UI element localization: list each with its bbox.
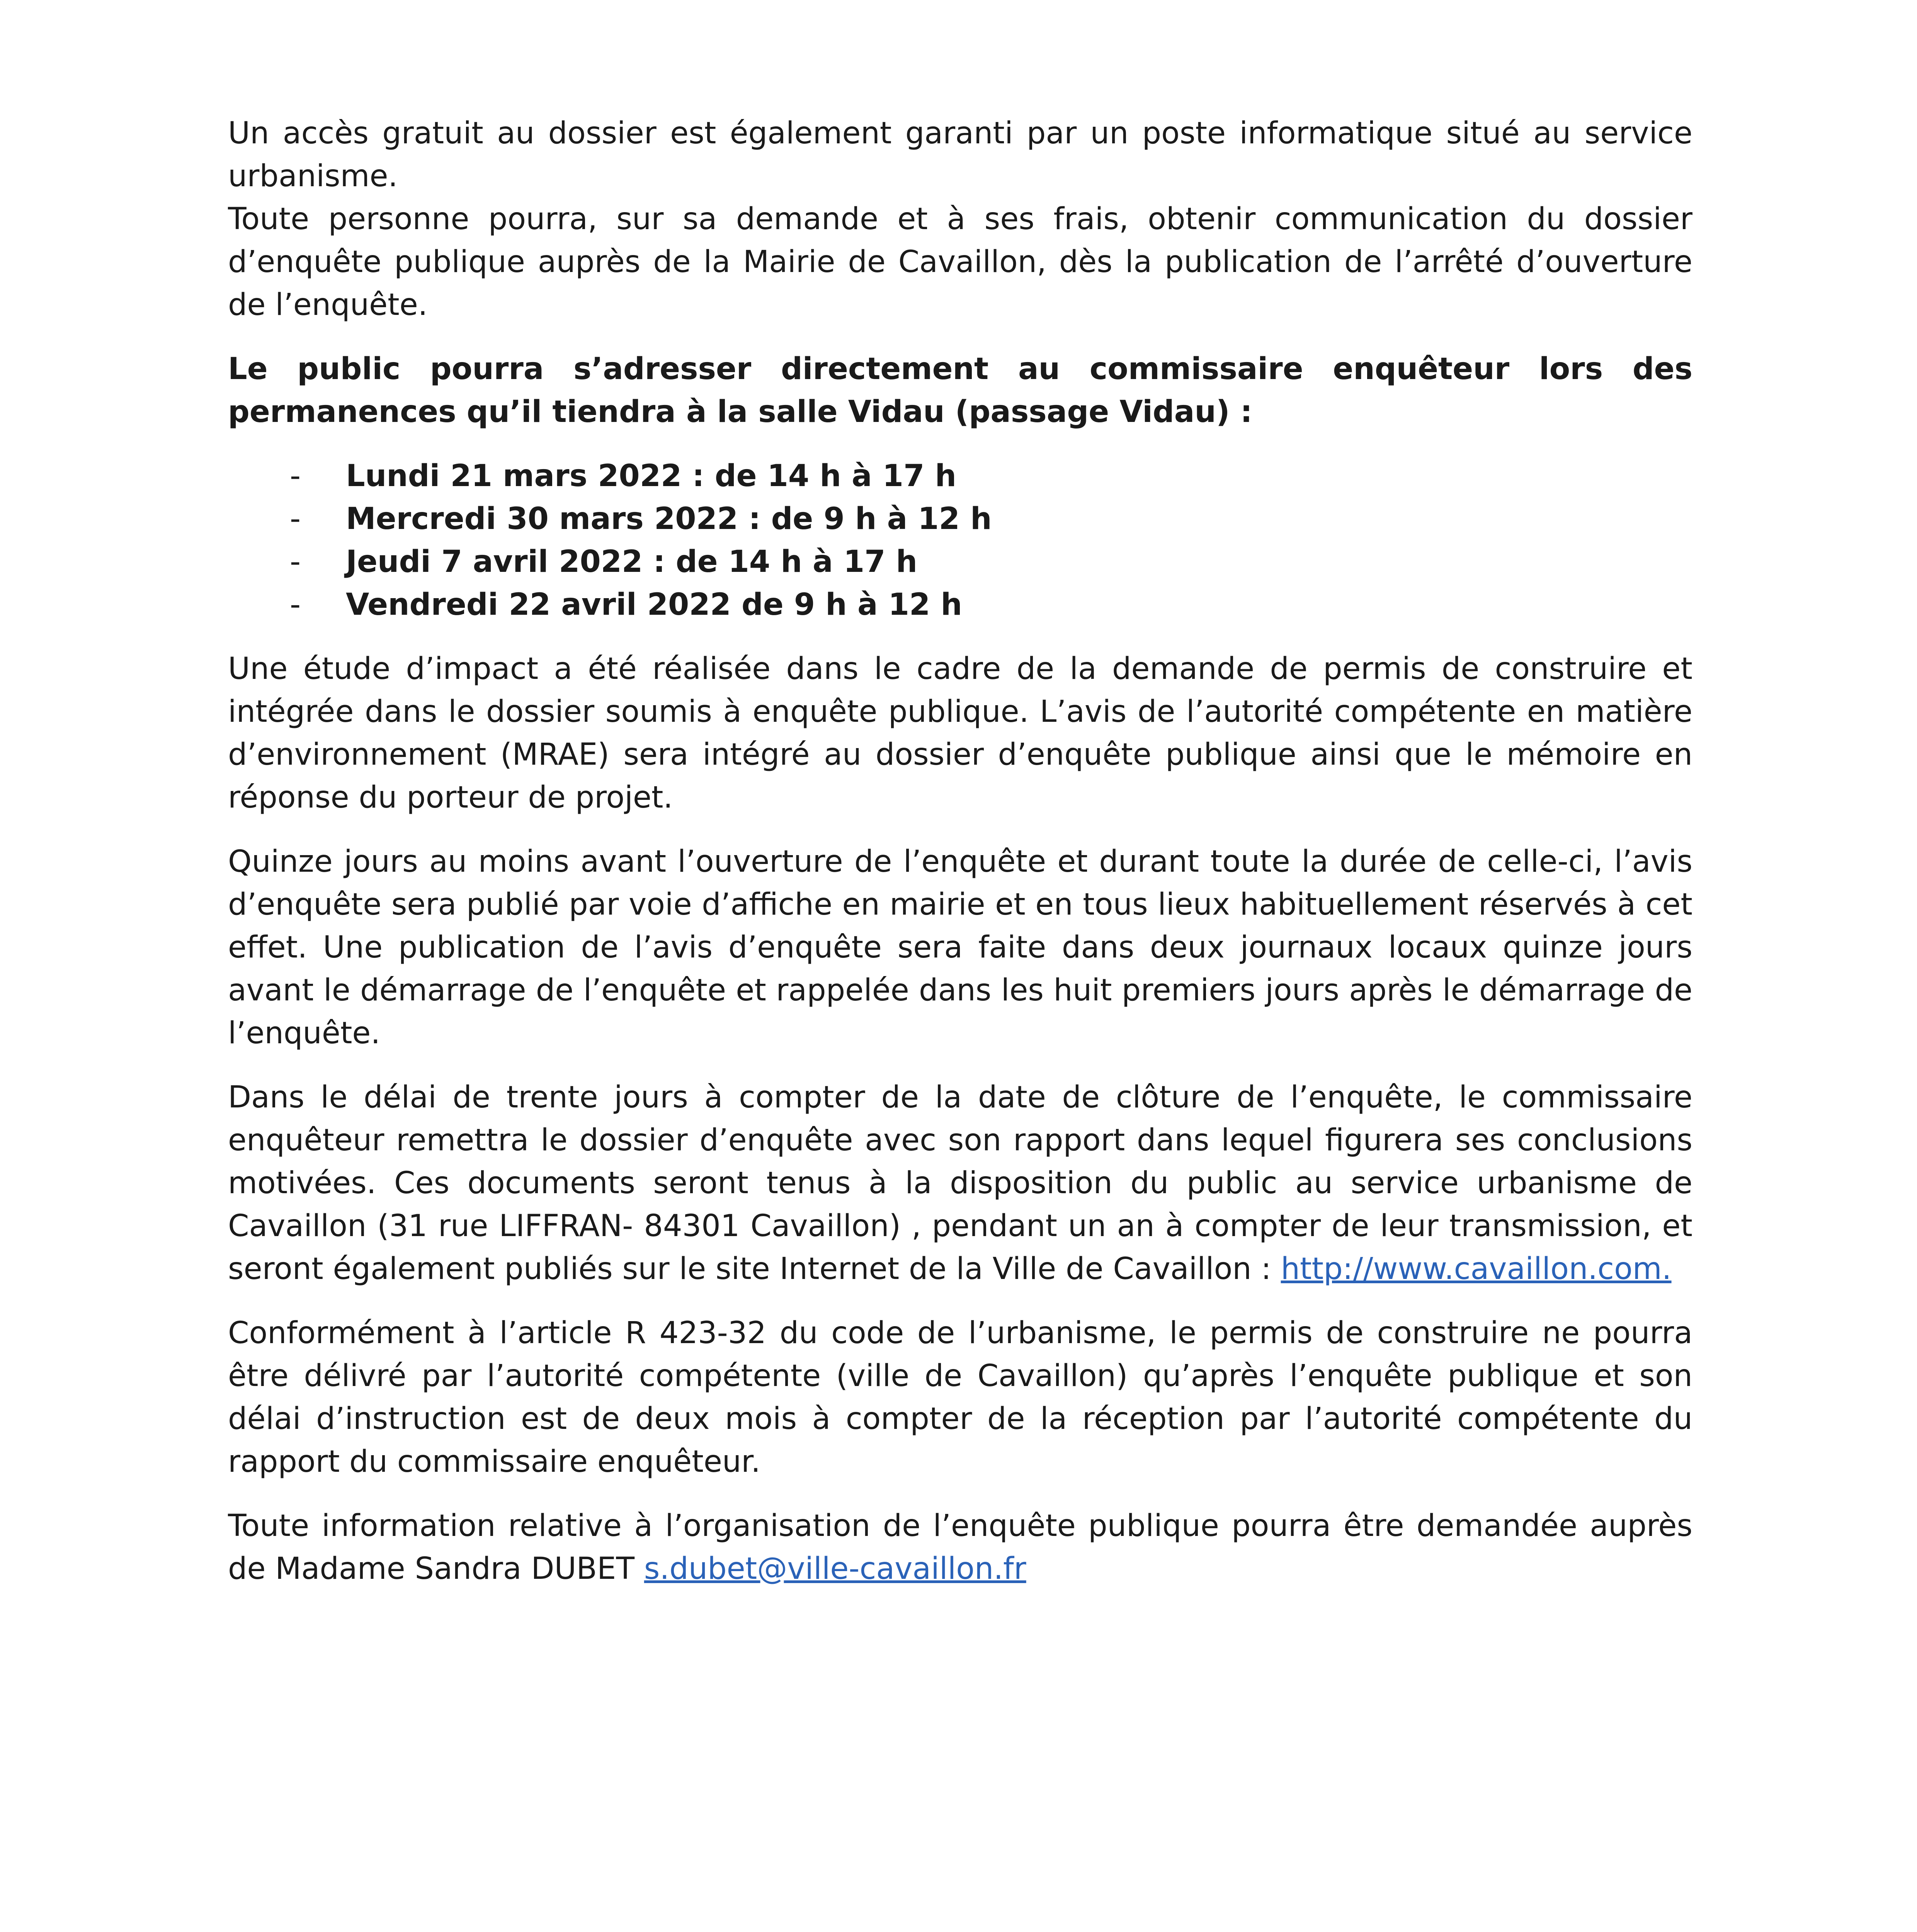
publicite-paragraph: Quinze jours au moins avant l’ouverture de l’enquête et durant toute la durée de celle-ci, l’avis d’enquête sera publié par voie d’affiche en mairie et en tous lieux habituellement réservés à cet effet. Une publication de l’avis d’enquête sera faite dans deux journaux locaux quinze jours avant le démarrage de l’enquête et rappelée dans les huit premiers jours après le démarrage de l’enquête. [228, 844, 1692, 1051]
list-bullet: - [290, 502, 301, 536]
permanence-date: Lundi 21 mars 2022 : de 14 h à 17 h [346, 459, 957, 493]
list-item [228, 541, 1692, 583]
permanences-intro: Le public pourra s’adresser directement au commissaire enquêteur lors des permanences qu’il tiendra à la salle Vidau (passage Vidau) : [228, 352, 1692, 429]
list-bullet: - [290, 544, 301, 579]
etude-impact-paragraph: Une étude d’impact a été réalisée dans le cadre de la demande de permis de construire et intégrée dans le dossier soumis à enquête publique. L’avis de l’autorité compétente en matière d’environnement (MRAE) sera intégré au dossier d’enquête publique ainsi que le mémoire en réponse du porteur de projet. [228, 651, 1692, 815]
document-page [228, 112, 1692, 1612]
contact-text: Toute information relative à l’organisation de l’enquête publique pourra être demandée auprès de Madame Sandra DUBET [228, 1509, 1692, 1586]
list-bullet: - [290, 459, 301, 493]
permanence-date: Jeudi 7 avril 2022 : de 14 h à 17 h [346, 544, 918, 579]
contact-paragraph [228, 1505, 1692, 1590]
list-item [228, 498, 1692, 541]
list-bullet: - [290, 587, 301, 622]
permanences-list [228, 455, 1692, 626]
permanence-date: Vendredi 22 avril 2022 de 9 h à 12 h [346, 587, 963, 622]
permanence-date: Mercredi 30 mars 2022 : de 9 h à 12 h [346, 502, 992, 536]
list-item [228, 455, 1692, 498]
intro-line-communication: Toute personne pourra, sur sa demande et à ses frais, obtenir communication du dossier d’enquête publique auprès de la Mairie de Cavaillon, dès la publication de l’arrêté d’ouverture de l’enquête. [228, 202, 1692, 322]
intro-paragraph [228, 112, 1692, 327]
contact-email-link[interactable]: s.dubet@ville-cavaillon.fr [644, 1551, 1026, 1586]
cavaillon-website-link[interactable]: http://www.cavaillon.com. [1281, 1252, 1672, 1286]
rapport-text: Dans le délai de trente jours à compter de la date de clôture de l’enquête, le commissaire enquêteur remettra le dossier d’enquête avec son rapport dans lequel figurera ses conclusions motivées. Ces documents seront tenus à la disposition du public au service urbanisme de Cavaillon (31 rue LIFFRAN- 84301 Cavaillon) , pendant un an à compter de leur transmission, et seront également publiés sur le site Internet de la Ville de Cavaillon : [228, 1080, 1692, 1286]
rapport-paragraph [228, 1076, 1692, 1291]
permis-paragraph: Conformément à l’article R 423-32 du code de l’urbanisme, le permis de construire ne pourra être délivré par l’autorité compétente (ville de Cavaillon) qu’après l’enquête publique et son délai d’instruction est de deux mois à compter de la réception par l’autorité compétente du rapport du commissaire enquêteur. [228, 1316, 1692, 1479]
intro-line-access: Un accès gratuit au dossier est également garanti par un poste informatique situé au service urbanisme. [228, 116, 1692, 194]
list-item [228, 583, 1692, 626]
